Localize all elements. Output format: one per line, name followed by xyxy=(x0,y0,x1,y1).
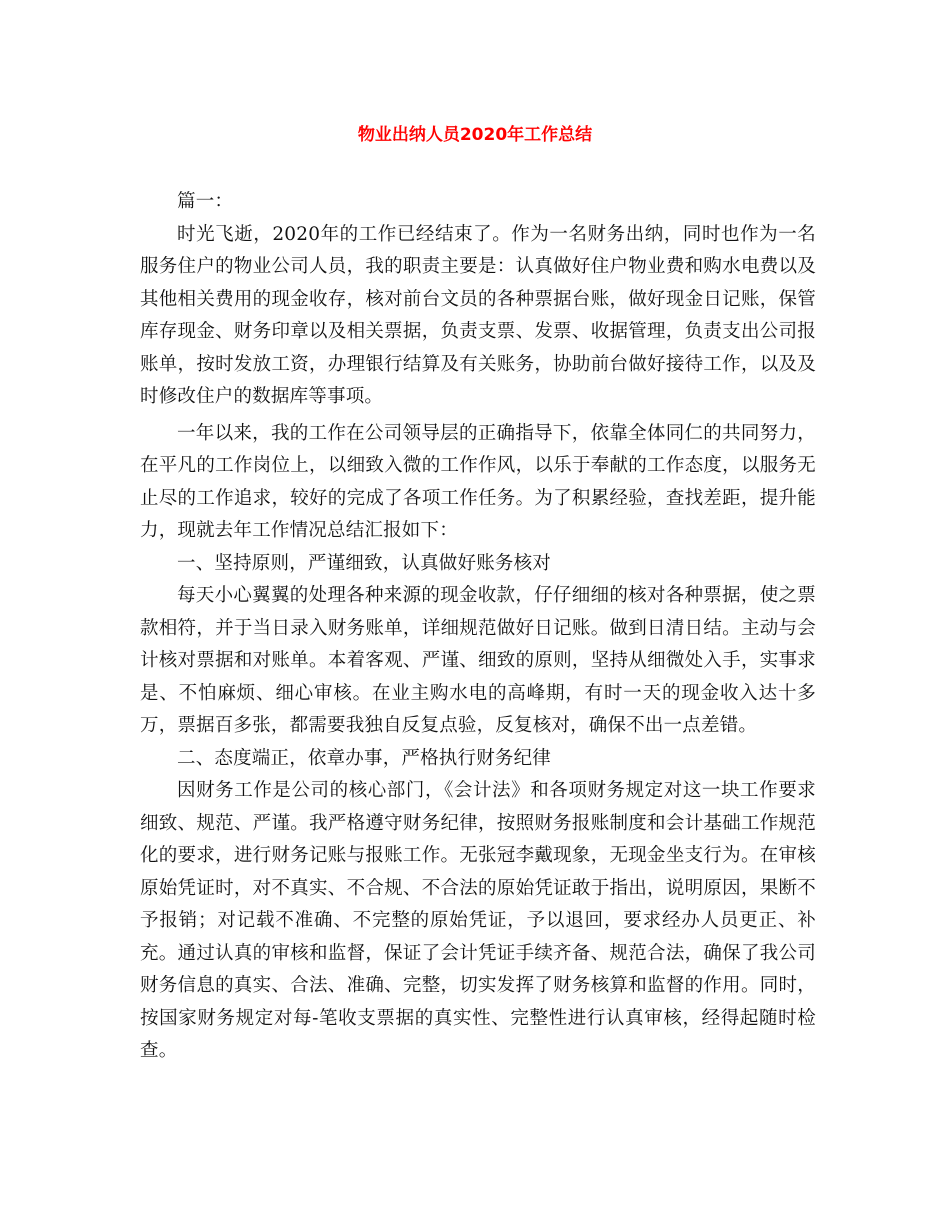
paragraph-intro: 时光飞逝，2020年的工作已经结束了。作为一名财务出纳，同时也作为一名服务住户的物业公司人员，我的职责主要是：认真做好住户物业费和购水电费以及其他相关费用的现金收存，核对前台文员的各种票据台账，做好现金日记账，保管库存现金、财务印章以及相关票据，负责支票、发票、收据管理，负责支出公司报账单，按时发放工资，办理银行结算及有关账务，协助前台做好接待工作，以及及时修改住户的数据库等事项。 xyxy=(140,223,816,407)
section-label: 篇一： xyxy=(177,191,234,212)
paragraph-section-2: 因财务工作是公司的核心部门，《会计法》和各项财务规定对这一块工作要求细致、规范、严谨。我严格遵守财务纪律，按照财务报账制度和会计基础工作规范化的要求，进行财务记账与报账工作。无张冠李戴现象，无现金坐支行为。在审核原始凭证时，对不真实、不合规、不合法的原始凭证敢于指出，说明原因，果断不予报销；对记载不准确、不完整的原始凭证，予以退回，要求经办人员更正、补充。通过认真的审核和监督，保证了会计凭证手续齐备、规范合法，确保了我公司财务信息的真实、合法、准确、完整，切实发挥了财务核算和监督的作用。同时，按国家财务规定对每-笔收支票据的真实性、完整性进行认真审核，经得起随时检查。 xyxy=(140,780,816,1061)
heading-section-1: 一、坚持原则，严谨细致，认真做好账务核对 xyxy=(177,552,552,574)
paragraph-summary: 一年以来，我的工作在公司领导层的正确指导下，依靠全体同仁的共同努力，在平凡的工作岗位上，以细致入微的工作作风，以乐于奉献的工作态度，以服务无止尽的工作追求，较好的完成了各项工作任务。为了积累经验，查找差距，提升能力，现就去年工作情况总结汇报如下： xyxy=(140,422,816,541)
heading-section-2: 二、态度端正，依章办事，严格执行财务纪律 xyxy=(177,747,552,769)
paragraph-section-1: 每天小心翼翼的处理各种来源的现金收款，仔仔细细的核对各种票据，使之票款相符，并于当日录入财务账单，详细规范做好日记账。做到日清日结。主动与会计核对票据和对账单。本着客观、严谨、细致的原则，坚持从细微处入手，实事求是、不怕麻烦、细心审核。在业主购水电的高峰期，有时一天的现金收入达十多万，票据百多张，都需要我独自反复点验，反复核对，确保不出一点差错。 xyxy=(140,585,816,736)
document-title: 物业出纳人员2020年工作总结 xyxy=(357,125,593,145)
document-body xyxy=(140,186,816,1068)
